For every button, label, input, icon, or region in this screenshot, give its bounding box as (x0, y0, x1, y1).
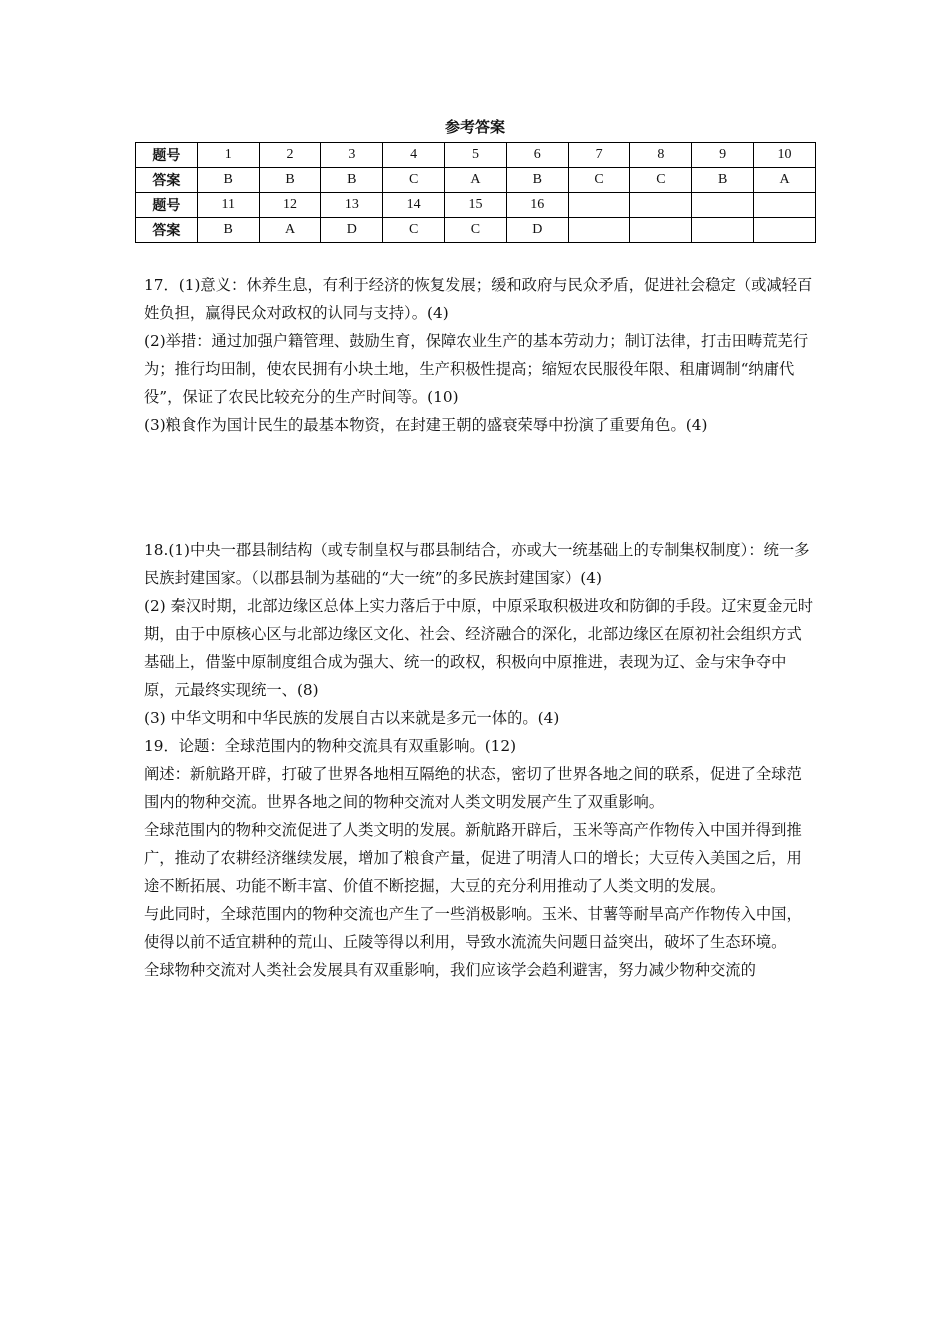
q18-part1: 18.(1)中央一郡县制结构（或专制皇权与郡县制结合，亦或大一统基础上的专制集权制度）：统一多民族封建国家。（以郡县制为基础的“大一统”的多民族封建国家）(4) (144, 541, 810, 587)
table-cell: 9 (692, 143, 754, 168)
q19-conclusion: 全球物种交流对人类社会发展具有双重影响，我们应该学会趋利避害，努力减少物种交流的 (144, 961, 756, 979)
answer-table (135, 142, 816, 243)
table-cell: 16 (506, 193, 568, 218)
table-cell: B (506, 168, 568, 193)
table-cell: A (445, 168, 507, 193)
table-cell: C (383, 168, 445, 193)
q19-positive-impact: 全球范围内的物种交流促进了人类文明的发展。新航路开辟后，玉米等高产作物传入中国并得到推广，推动了农耕经济继续发展，增加了粮食产量，促进了明清人口的增长；大豆传入美国之后，用途不断拓展、功能不断丰富、价值不断挖掘，大豆的充分利用推动了人类文明的发展。 (144, 821, 802, 895)
table-cell: A (754, 168, 816, 193)
table-cell: 12 (259, 193, 321, 218)
table-cell: 13 (321, 193, 383, 218)
table-cell: 10 (754, 143, 816, 168)
table-cell: 8 (630, 143, 692, 168)
table-cell: C (445, 218, 507, 243)
q19-thesis: 19．论题：全球范围内的物种交流具有双重影响。(12) (144, 737, 517, 755)
table-cell (754, 193, 816, 218)
table-cell: 6 (506, 143, 568, 168)
table-cell: B (197, 168, 259, 193)
table-cell: D (321, 218, 383, 243)
table-cell (630, 218, 692, 243)
question-17-block (144, 271, 816, 439)
table-cell: 7 (568, 143, 630, 168)
q17-part3: (3)粮食作为国计民生的最基本物资，在封建王朝的盛衰荣辱中扮演了重要角色。(4) (144, 416, 708, 434)
table-cell: 3 (321, 143, 383, 168)
table-row (136, 143, 816, 168)
table-row-header: 答案 (136, 218, 198, 243)
table-cell: 14 (383, 193, 445, 218)
q19-elaboration: 阐述：新航路开辟，打破了世界各地相互隔绝的状态，密切了世界各地之间的联系，促进了全球范围内的物种交流。世界各地之间的物种交流对人类文明发展产生了双重影响。 (144, 765, 802, 811)
table-cell: 15 (445, 193, 507, 218)
q17-part2: (2)举措：通过加强户籍管理、鼓励生育，保障农业生产的基本劳动力；制订法律，打击田畴荒芜行为；推行均田制，使农民拥有小块土地，生产积极性提高；缩短农民服役年限、租庸调制“纳庸代役”，保证了农民比较充分的生产时间等。(10) (144, 332, 809, 406)
table-cell: 5 (445, 143, 507, 168)
table-cell: B (197, 218, 259, 243)
q19-negative-impact: 与此同时，全球范围内的物种交流也产生了一些消极影响。玉米、甘薯等耐旱高产作物传入中国，使得以前不适宜耕种的荒山、丘陵等得以利用，导致水流流失问题日益突出，破坏了生态环境。 (144, 905, 802, 951)
answer-key-title: 参考答案 (444, 118, 505, 136)
table-cell: B (692, 168, 754, 193)
table-cell: B (321, 168, 383, 193)
table-cell (630, 193, 692, 218)
table-cell (754, 218, 816, 243)
table-cell: 2 (259, 143, 321, 168)
table-cell: C (630, 168, 692, 193)
table-cell (692, 193, 754, 218)
table-row-header: 题号 (136, 143, 198, 168)
q18-part2: (2) 秦汉时期，北部边缘区总体上实力落后于中原，中原采取积极进攻和防御的手段。辽宋夏金元时期，由于中原核心区与北部边缘区文化、社会、经济融合的深化，北部边缘区在原初社会组织方式基础上，借鉴中原制度组合成为强大、统一的政权，积极向中原推进，表现为辽、金与宋争夺中原，元最终实现统一、(8) (144, 597, 814, 699)
q17-part1: 17．(1)意义：休养生息，有利于经济的恢复发展；缓和政府与民众矛盾，促进社会稳定（或减轻百姓负担，赢得民众对政权的认同与支持）。(4) (144, 276, 813, 322)
table-row (136, 218, 816, 243)
table-cell: 4 (383, 143, 445, 168)
table-cell: A (259, 218, 321, 243)
table-row (136, 193, 816, 218)
table-cell (568, 193, 630, 218)
table-row-header: 答案 (136, 168, 198, 193)
table-row-header: 题号 (136, 193, 198, 218)
question-18-block (144, 536, 816, 984)
table-cell: 11 (197, 193, 259, 218)
table-cell: C (568, 168, 630, 193)
q18-part3: (3) 中华文明和中华民族的发展自古以来就是多元一体的。(4) (144, 709, 560, 727)
table-cell: C (383, 218, 445, 243)
table-cell (568, 218, 630, 243)
table-row (136, 168, 816, 193)
table-cell: D (506, 218, 568, 243)
table-cell: 1 (197, 143, 259, 168)
table-cell: B (259, 168, 321, 193)
table-cell (692, 218, 754, 243)
